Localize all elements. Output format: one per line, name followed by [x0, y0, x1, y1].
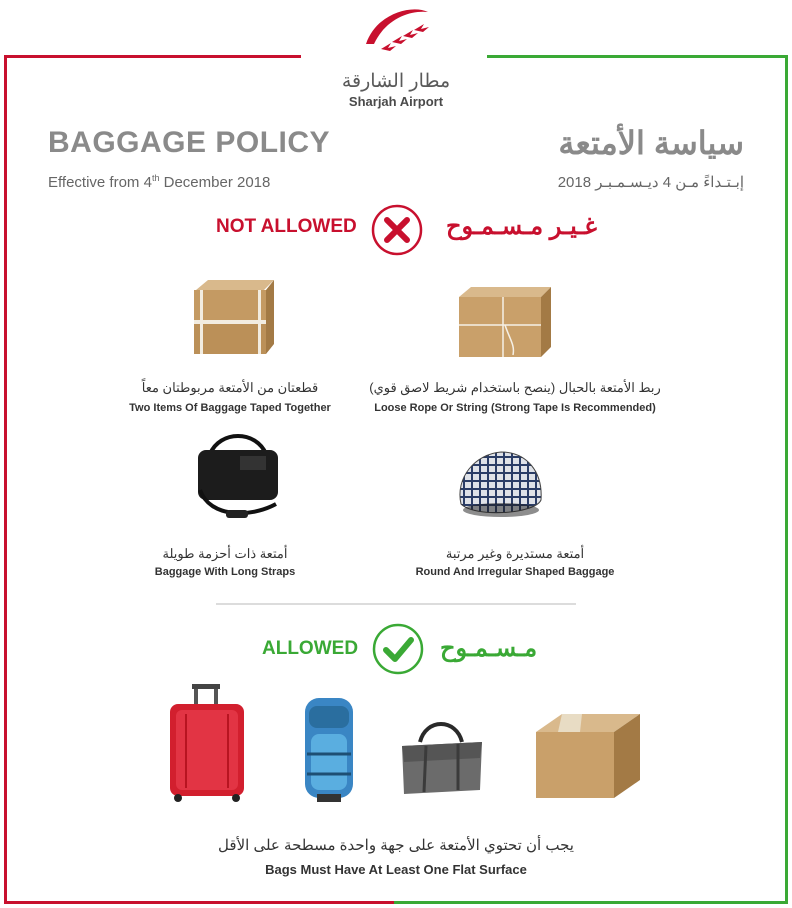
logo-text-english: Sharjah Airport — [348, 94, 444, 109]
frame-border-green-right — [785, 55, 788, 904]
flat-surface-note-arabic: يجب أن تحتوي الأمتعة على جهة واحدة مسطحة على الأقل — [218, 837, 574, 854]
blue-backpack-image — [295, 694, 363, 806]
item-caption-arabic: أمتعة مستديرة وغير مرتبة — [445, 546, 585, 561]
effective-date-english: Effective from 4th December 2018 — [48, 173, 271, 191]
item-caption-english: Loose Rope Or String (Strong Tape Is Recommended) — [374, 402, 656, 414]
frame-border-green-top — [487, 55, 788, 58]
allowed-label-english: ALLOWED — [262, 638, 359, 659]
item-caption-arabic: قطعتان من الأمتعة مربوطتان معاً — [141, 380, 319, 395]
flat-surface-note-english: Bags Must Have At Least One Flat Surface — [265, 862, 527, 877]
effective-date-arabic: إبـتـداءً مـن 4 ديـسـمـبـر 2018 — [557, 174, 744, 191]
not-allowed-label-english: NOT ALLOWED — [216, 216, 357, 237]
item-caption-arabic: أمتعة ذات أحزمة طويلة — [162, 546, 288, 561]
check-circle-icon — [372, 623, 424, 675]
page-title-english: BAGGAGE POLICY — [48, 126, 331, 159]
rope-tied-box-image — [455, 285, 555, 360]
cross-circle-icon — [371, 204, 423, 256]
item-caption-english: Baggage With Long Straps — [154, 566, 296, 578]
frame-border-red-left — [4, 55, 7, 904]
frame-border-red-top — [4, 55, 301, 58]
duffel-bag-long-straps-image — [190, 430, 286, 522]
cardboard-box-image — [532, 712, 644, 802]
allowed-label-arabic: مـسـمـوح — [440, 635, 538, 662]
page-title-arabic: سياسة الأمتعة — [558, 125, 744, 161]
section-divider — [216, 603, 576, 605]
frame-border-green-bottom — [394, 901, 788, 904]
item-caption-english: Two Items Of Baggage Taped Together — [129, 402, 331, 414]
frame-border-red-bottom — [4, 901, 398, 904]
item-caption-arabic: ربط الأمتعة بالحبال (ينصح باستخدام شريط لاصق قوي) — [369, 380, 661, 395]
round-irregular-bag-image — [455, 448, 545, 520]
logo-text-arabic: مطار الشارقة — [341, 71, 451, 92]
taped-boxes-image — [188, 278, 278, 358]
grey-duffel-bag-image — [396, 712, 488, 804]
red-suitcase-image — [166, 684, 248, 804]
not-allowed-label-arabic: غـيـر مـسـمـوح — [446, 213, 597, 240]
sharjah-airport-logo-icon — [346, 4, 446, 64]
item-caption-english: Round And Irregular Shaped Baggage — [415, 566, 615, 578]
